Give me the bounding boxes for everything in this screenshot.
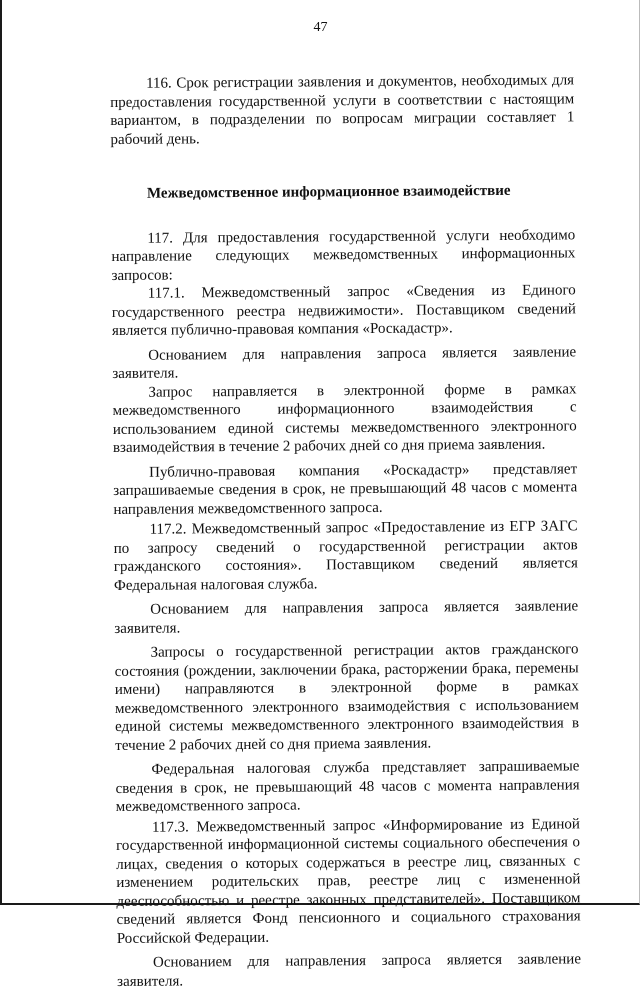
paragraph-117-2-basis: Основанием для направления запроса является заявление заявителя. — [114, 598, 579, 637]
paragraph-117-2-provider: Федеральная налоговая служба представляет запрашиваемые сведения в срок, не превышающий 48 часов с момента направления межведомственного запроса. — [115, 758, 580, 815]
paragraph-117: 117. Для предоставления государственной услуги необходимо направление следующих межведомственных информационных запросов: — [111, 226, 576, 284]
paragraph-117-1-request: Запрос направляется в электронной форме в рамках межведомственного информационного взаимодействия с использованием единой системы межведомственного электронного взаимодействия в течение 2 рабочих дней со дня приема заявления. — [112, 380, 577, 456]
page-number: 47 — [313, 20, 328, 35]
paragraph-116: 116. Срок регистрации заявления и документов, необходимых для предоставления государственной услуги в соответствии с настоящим вариантом, в подразделении по вопросам миграции составляет 1 рабочий день. — [110, 72, 575, 148]
paragraph-117-1-provider: Публично-правовая компания «Роскадастр» представляет запрашиваемые сведения в срок, не превышающий 48 часов с момента направления межведомственного запроса. — [113, 460, 578, 518]
paragraph-117-1-basis: Основанием для направления запроса является заявление заявителя. — [112, 343, 577, 382]
section-heading: Межведомственное информационное взаимодействие — [146, 182, 511, 202]
paragraph-117-2-requests: Запросы о государственной регистрации актов гражданского состояния (рождении, заключении брака, расторжении брака, перемены имени) направляются в электронной форме в рамках межведомственного электронного взаимодействия с использованием единой системы межведомственного электронного взаимодействия в течение 2 рабочих дней со дня приема заявления. — [114, 641, 580, 754]
paragraph-117-3-basis: Основанием для направления запроса является заявление заявителя. — [117, 951, 582, 990]
paragraph-117-3: 117.3. Межведомственный запрос «Информирование из Единой государственной информационной системы социального обеспечения о лицах, сведения о которых содержаться в реестре лиц, связанных с изменением родительских прав, реестре лиц с измененной дееспособностью и реестре законных представителей». Поставщиком сведений является Фонд пенсионного и социального страхования Российской Федерации. — [115, 815, 581, 947]
paragraph-117-2: 117.2. Межведомственный запрос «Предоставление из ЕГР ЗАГС по запросу сведений о государственной регистрации актов гражданского состояния». Поставщиком сведений является Федеральная налоговая служба. — [113, 518, 578, 594]
document-body — [110, 71, 581, 991]
paragraph-117-1: 117.1. Межведомственный запрос «Сведения из Единого государственного реестра недвижимости». Поставщиком сведений является публично-правовая компания «Роскадастр». — [111, 282, 576, 339]
